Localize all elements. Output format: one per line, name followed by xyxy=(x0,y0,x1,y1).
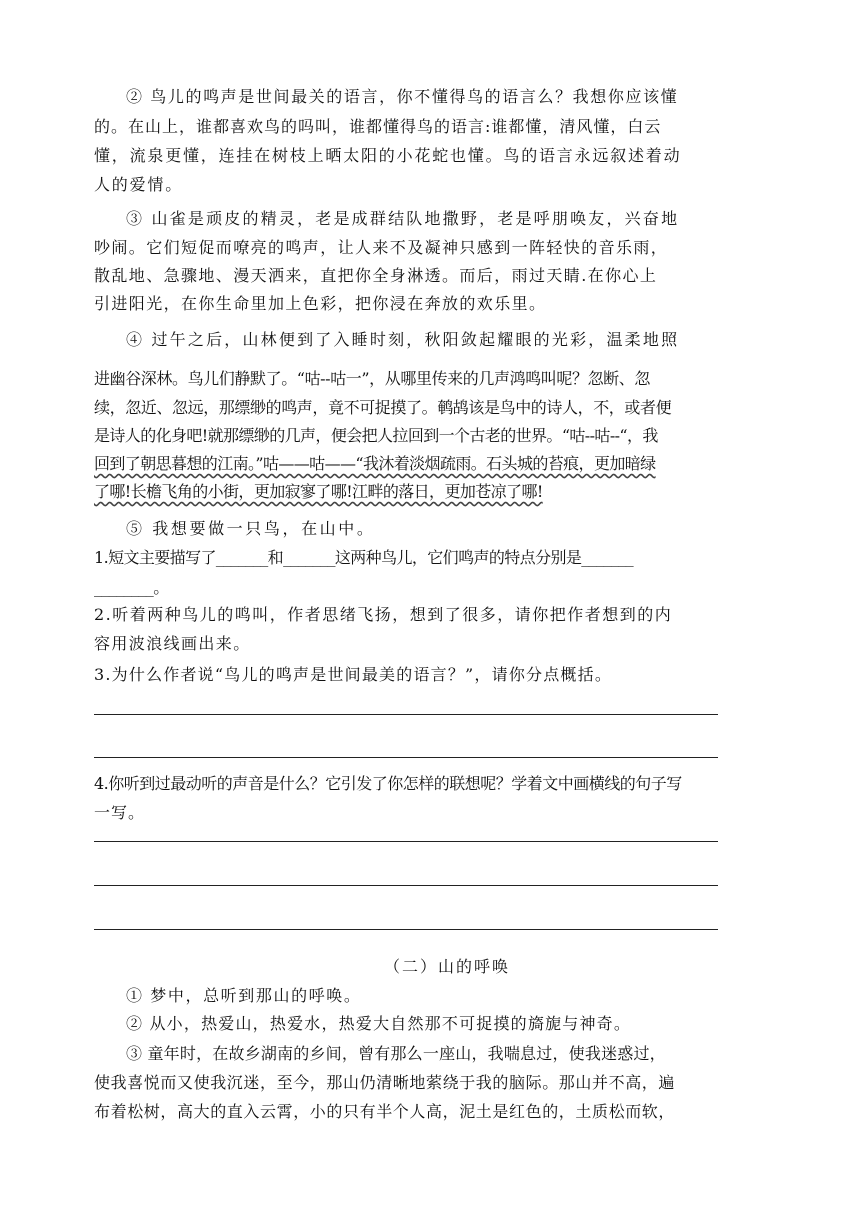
question-4-line-1: 4.你听到过最动听的声音是什么？它引发了你怎样的联想呢？学着文中画横线的句子写 xyxy=(94,774,682,793)
answer-line-q4-3[interactable] xyxy=(94,929,718,930)
question-1-line-1: 1.短文主要描写了_______和_______这两种鸟儿，它们鸣声的特点分别是_______ xyxy=(94,548,634,567)
article-2-paragraph-3-line-2: 使我喜悦而又使我沉迷，至今，那山仍清晰地萦绕于我的脑际。那山并不高，遍 xyxy=(94,1073,676,1092)
paragraph-4-line-6: 了哪!长檐飞角的小街，更加寂寥了哪!江畔的落日，更加苍凉了哪! xyxy=(94,482,543,501)
answer-line-q4-2[interactable] xyxy=(94,885,718,886)
paragraph-3-line-3: 散乱地、急骤地、漫天洒来，直把你全身淋透。而后，雨过天睛.在你心上 xyxy=(94,266,658,285)
article-2-paragraph-1: ① 梦中，总听到那山的呼唤。 xyxy=(126,986,362,1005)
question-2-line-1: 2.听着两种鸟儿的鸣叫，作者思绪飞扬，想到了很多，请你把作者想到的内 xyxy=(94,605,673,624)
paragraph-2-line-3: 懂，流泉更懂，连挂在树枝上晒太阳的小花蛇也懂。鸟的语言永远叙述着动 xyxy=(94,146,682,165)
answer-line-q3-2[interactable] xyxy=(94,757,718,758)
answer-line-q4-1[interactable] xyxy=(94,841,718,842)
article-2-paragraph-3-line-3: 布着松树，高大的直入云霄，小的只有半个人高，泥土是红色的，土质松而软， xyxy=(94,1102,676,1121)
article-2-title: （二）山的呼唤 xyxy=(384,957,511,976)
paragraph-4-line-3: 续，忽近、忽远，那缥缈的鸣声，竟不可捉摸了。鹌鸪该是鸟中的诗人，不，或者便 xyxy=(94,398,672,417)
paragraph-3-line-2: 吵闹。它们短促而嘹亮的鸣声，让人来不及凝神只感到一阵轻快的音乐雨， xyxy=(94,238,669,257)
paragraph-2-line-1: ② 鸟儿的鸣声是世间最关的语言，你不懂得鸟的语言么？我想你应该懂 xyxy=(126,87,679,106)
paragraph-4-line-4: 是诗人的化身吧!就那缥缈的几声，便会把人拉回到一个古老的世界。“咕--咕--“，我 xyxy=(94,426,658,445)
paragraph-4-line-5: 回到了朝思暮想的江南。”咕——咕——“我沐着淡烟疏雨。石头城的苔痕，更加暗绿 xyxy=(94,454,656,473)
question-1-line-2: ________。 xyxy=(94,578,169,597)
question-3: 3.为什么作者说“鸟儿的鸣声是世间最美的语言？”，请你分点概括。 xyxy=(94,665,613,684)
paragraph-5: ⑤ 我想要做一只鸟，在山中。 xyxy=(126,519,376,538)
paragraph-3-line-1: ③ 山雀是顽皮的精灵，老是成群结队地撒野，老是呼朋唤友，兴奋地 xyxy=(126,209,680,228)
paragraph-4-line-1: ④ 过午之后，山林便到了入睡时刻，秋阳敛起耀眼的光彩，温柔地照 xyxy=(126,330,680,349)
article-2-paragraph-2: ② 从小，热爱山，热爱水，热爱大自然那不可捉摸的旖旎与神奇。 xyxy=(126,1014,632,1033)
question-4-line-2: 一写。 xyxy=(94,803,146,822)
article-2-paragraph-3-line-1: ③ 童年时，在故乡湖南的乡间，曾有那么一座山，我喘息过，使我迷惑过， xyxy=(126,1044,666,1063)
answer-line-q3-1[interactable] xyxy=(94,714,718,715)
paragraph-2-line-2: 的。在山上，谁都喜欢鸟的吗叫，谁都懂得鸟的语言:谁都懂，清风懂，白云 xyxy=(94,117,662,136)
question-2-line-2: 容用波浪线画出来。 xyxy=(94,634,251,653)
paragraph-3-line-4: 引进阳光，在你生命里加上色彩，把你浸在奔放的欢乐里。 xyxy=(94,294,547,313)
paragraph-2-line-4: 人的爱情。 xyxy=(94,175,184,194)
paragraph-4-line-2: 进幽谷深林。鸟儿们静默了。“咕--咕一”，从哪里传来的几声鸿鸣叫呢？忽断、忽 xyxy=(94,369,650,388)
